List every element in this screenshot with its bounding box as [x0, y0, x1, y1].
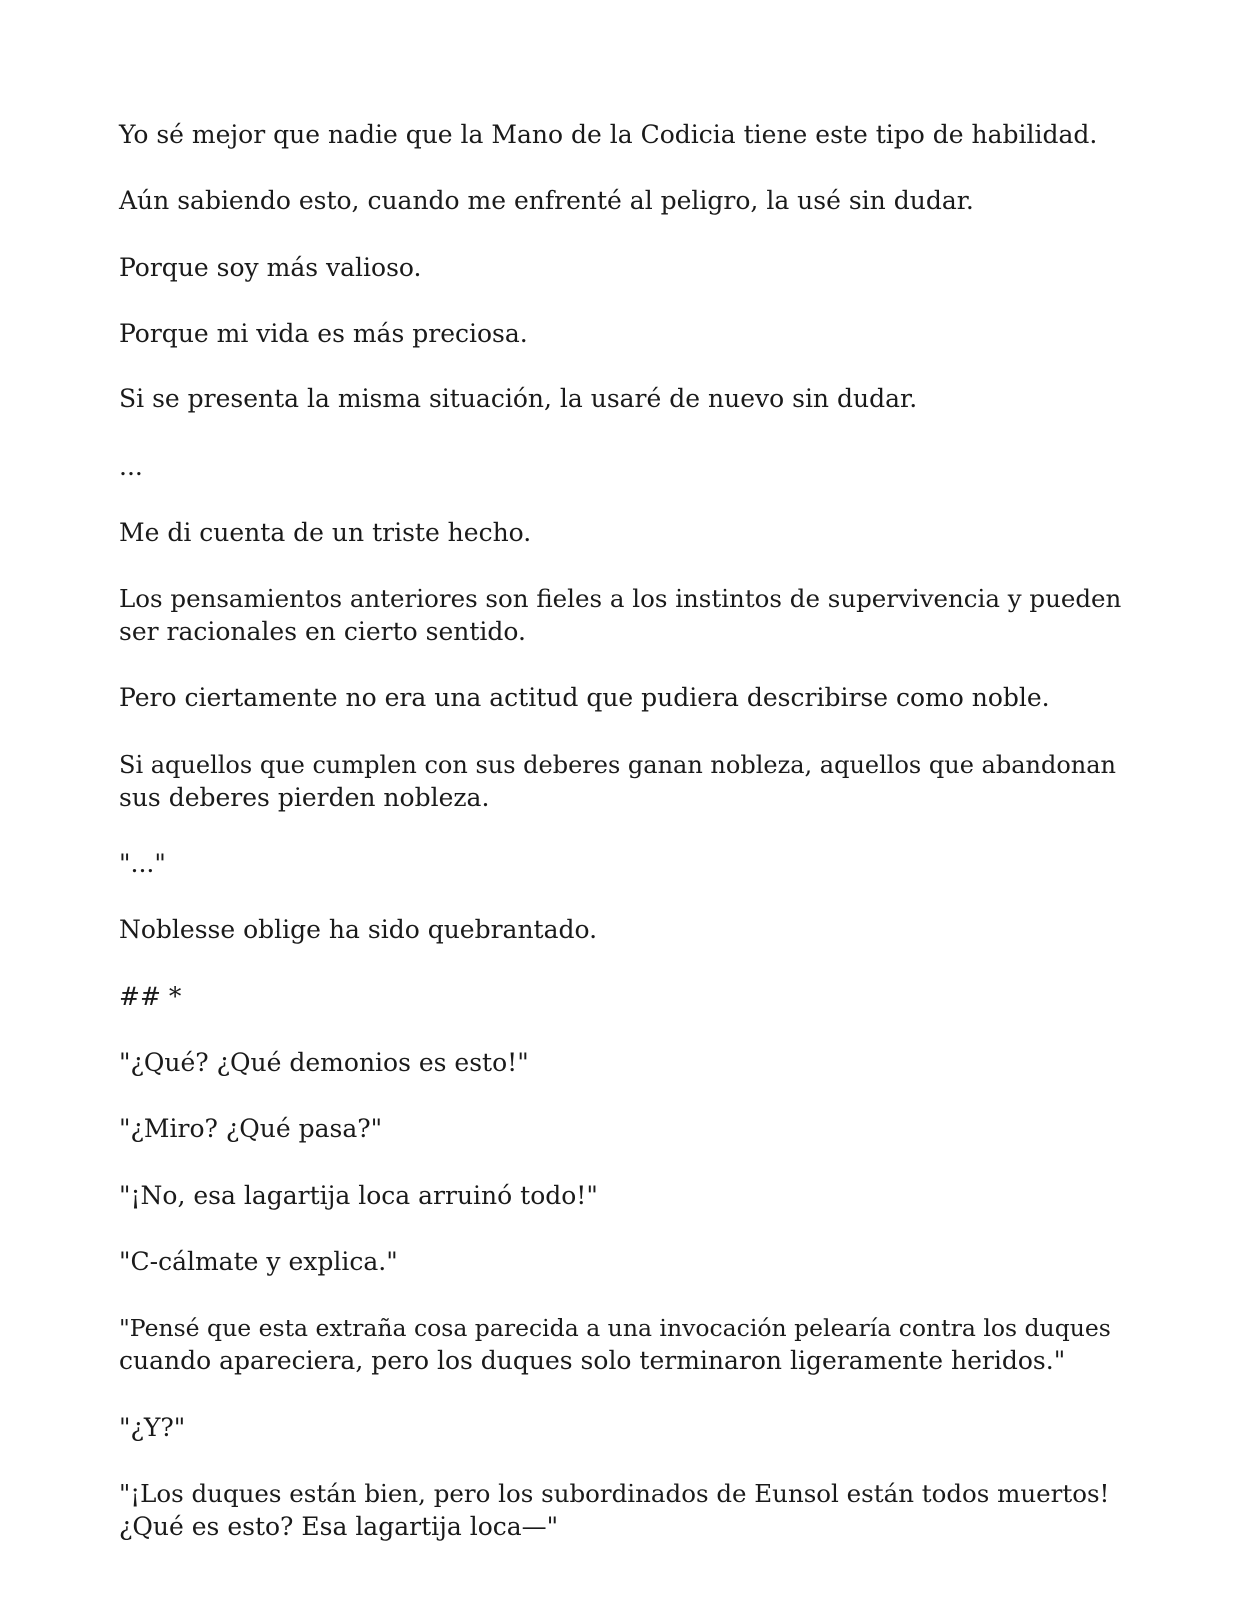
- dialogue-5-line-2: cuando apareciera, pero los duques solo terminaron ligeramente heridos.": [119, 1346, 1066, 1375]
- dialogue-1: "¿Qué? ¿Qué demonios es esto!": [119, 1048, 529, 1077]
- paragraph-8: Pero ciertamente no era una actitud que pudiera describirse como noble.: [119, 683, 1050, 712]
- paragraph-ellipsis: ...: [119, 452, 143, 481]
- paragraph-9-line-1: Si aquellos que cumplen con sus deberes ganan nobleza, aquellos que abandonan: [119, 751, 1116, 779]
- paragraph-4: Porque mi vida es más preciosa.: [119, 319, 528, 348]
- paragraph-10: Noblesse oblige ha sido quebrantado.: [119, 915, 598, 944]
- dialogue-7-line-2: ¿Qué es esto? Esa lagartija loca—": [119, 1512, 559, 1541]
- dialogue-3: "¡No, esa lagartija loca arruinó todo!": [119, 1181, 598, 1210]
- dialogue-5-line-1: "Pensé que esta extraña cosa parecida a una invocación pelearía contra los duques: [119, 1314, 1111, 1342]
- paragraph-7-line-2: ser racionales en cierto sentido.: [119, 617, 526, 646]
- paragraph-1: Yo sé mejor que nadie que la Mano de la Codicia tiene este tipo de habilidad.: [119, 120, 1098, 149]
- dialogue-2: "¿Miro? ¿Qué pasa?": [119, 1114, 383, 1143]
- paragraph-5: Si se presenta la misma situación, la usaré de nuevo sin dudar.: [119, 384, 918, 413]
- paragraph-2: Aún sabiendo esto, cuando me enfrenté al peligro, la usé sin dudar.: [119, 186, 974, 215]
- dialogue-7-line-1: "¡Los duques están bien, pero los subordinados de Eunsol están todos muertos!: [119, 1479, 1110, 1508]
- section-marker: ## *: [119, 982, 182, 1011]
- paragraph-quote-ellipsis: "...": [119, 849, 166, 878]
- paragraph-3: Porque soy más valioso.: [119, 253, 422, 282]
- paragraph-6: Me di cuenta de un triste hecho.: [119, 518, 532, 547]
- paragraph-9-line-2: sus deberes pierden nobleza.: [119, 783, 490, 812]
- paragraph-7-line-1: Los pensamientos anteriores son fieles a los instintos de supervivencia y pueden: [119, 584, 1122, 613]
- dialogue-4: "C-cálmate y explica.": [119, 1247, 398, 1276]
- dialogue-6: "¿Y?": [119, 1413, 186, 1442]
